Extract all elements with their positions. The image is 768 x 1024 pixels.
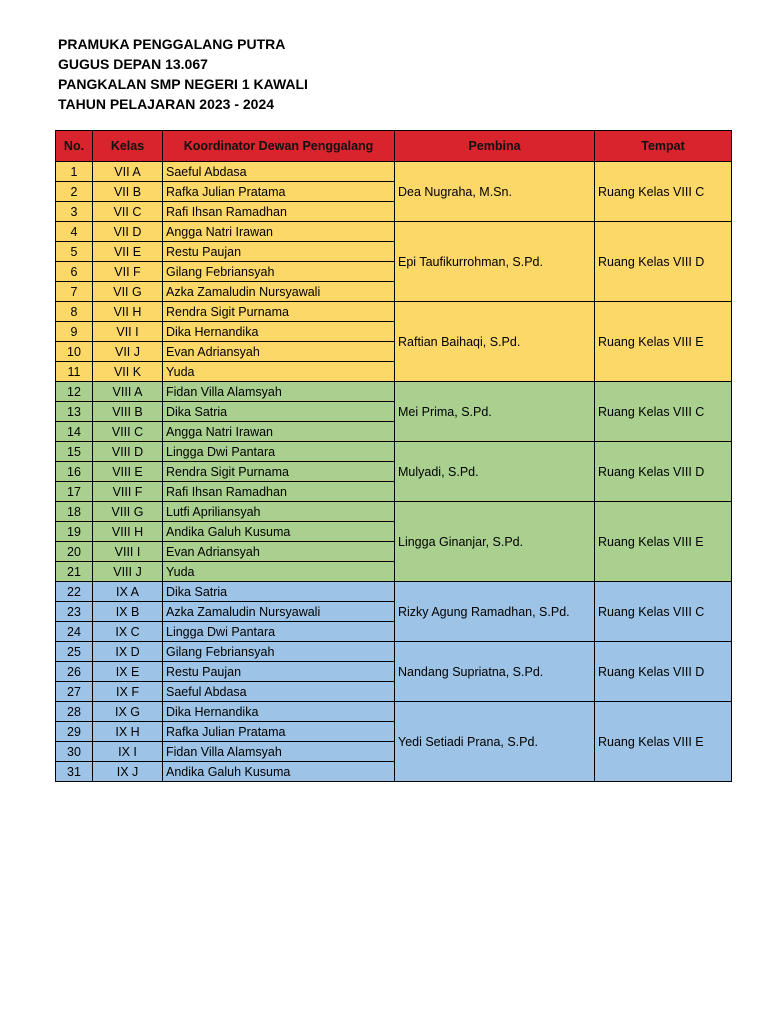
cell-kelas: VII I — [93, 322, 163, 342]
cell-koordinator: Yuda — [163, 362, 395, 382]
cell-no: 31 — [56, 762, 93, 782]
cell-no: 21 — [56, 562, 93, 582]
cell-koordinator: Lingga Dwi Pantara — [163, 442, 395, 462]
cell-kelas: VIII E — [93, 462, 163, 482]
cell-no: 28 — [56, 702, 93, 722]
cell-kelas: IX I — [93, 742, 163, 762]
cell-kelas: VIII A — [93, 382, 163, 402]
cell-koordinator: Dika Satria — [163, 402, 395, 422]
title-line-2: GUGUS DEPAN 13.067 — [58, 56, 208, 72]
document-title-block — [58, 34, 308, 114]
cell-koordinator: Rafka Julian Pratama — [163, 722, 395, 742]
cell-kelas: IX J — [93, 762, 163, 782]
cell-koordinator: Rafi Ihsan Ramadhan — [163, 482, 395, 502]
cell-tempat: Ruang Kelas VIII D — [595, 222, 732, 302]
cell-tempat: Ruang Kelas VIII C — [595, 162, 732, 222]
cell-no: 15 — [56, 442, 93, 462]
column-header-no: No. — [56, 131, 93, 162]
cell-no: 26 — [56, 662, 93, 682]
column-header-tempat: Tempat — [595, 131, 732, 162]
cell-pembina: Dea Nugraha, M.Sn. — [395, 162, 595, 222]
cell-no: 25 — [56, 642, 93, 662]
table-body — [56, 162, 732, 782]
table-row — [56, 502, 732, 522]
cell-no: 23 — [56, 602, 93, 622]
cell-kelas: VII H — [93, 302, 163, 322]
table-row — [56, 702, 732, 722]
cell-koordinator: Rendra Sigit Purnama — [163, 462, 395, 482]
cell-koordinator: Fidan Villa Alamsyah — [163, 382, 395, 402]
table-row — [56, 302, 732, 322]
cell-tempat: Ruang Kelas VIII D — [595, 442, 732, 502]
cell-koordinator: Dika Hernandika — [163, 702, 395, 722]
cell-kelas: VII F — [93, 262, 163, 282]
cell-kelas: VIII F — [93, 482, 163, 502]
cell-pembina: Mulyadi, S.Pd. — [395, 442, 595, 502]
cell-no: 2 — [56, 182, 93, 202]
column-header-kelas: Kelas — [93, 131, 163, 162]
cell-koordinator: Evan Adriansyah — [163, 342, 395, 362]
table-row — [56, 642, 732, 662]
cell-kelas: VII E — [93, 242, 163, 262]
table-row — [56, 442, 732, 462]
cell-no: 12 — [56, 382, 93, 402]
cell-no: 11 — [56, 362, 93, 382]
cell-no: 24 — [56, 622, 93, 642]
cell-no: 19 — [56, 522, 93, 542]
cell-koordinator: Restu Paujan — [163, 242, 395, 262]
cell-pembina: Rizky Agung Ramadhan, S.Pd. — [395, 582, 595, 642]
cell-no: 22 — [56, 582, 93, 602]
cell-no: 27 — [56, 682, 93, 702]
cell-koordinator: Rendra Sigit Purnama — [163, 302, 395, 322]
cell-tempat: Ruang Kelas VIII E — [595, 702, 732, 782]
roster-table — [55, 130, 732, 782]
cell-no: 13 — [56, 402, 93, 422]
cell-koordinator: Lutfi Apriliansyah — [163, 502, 395, 522]
column-header-koordinator: Koordinator Dewan Penggalang — [163, 131, 395, 162]
cell-koordinator: Azka Zamaludin Nursyawali — [163, 602, 395, 622]
cell-kelas: VIII C — [93, 422, 163, 442]
cell-koordinator: Dika Satria — [163, 582, 395, 602]
cell-tempat: Ruang Kelas VIII C — [595, 582, 732, 642]
cell-koordinator: Yuda — [163, 562, 395, 582]
cell-kelas: IX A — [93, 582, 163, 602]
cell-koordinator: Gilang Febriansyah — [163, 642, 395, 662]
cell-tempat: Ruang Kelas VIII D — [595, 642, 732, 702]
cell-koordinator: Fidan Villa Alamsyah — [163, 742, 395, 762]
cell-pembina: Epi Taufikurrohman, S.Pd. — [395, 222, 595, 302]
cell-no: 4 — [56, 222, 93, 242]
cell-no: 30 — [56, 742, 93, 762]
cell-kelas: IX D — [93, 642, 163, 662]
cell-kelas: IX H — [93, 722, 163, 742]
table-row — [56, 222, 732, 242]
cell-kelas: VIII B — [93, 402, 163, 422]
cell-no: 6 — [56, 262, 93, 282]
cell-no: 9 — [56, 322, 93, 342]
cell-kelas: IX B — [93, 602, 163, 622]
cell-koordinator: Dika Hernandika — [163, 322, 395, 342]
cell-tempat: Ruang Kelas VIII C — [595, 382, 732, 442]
table-header-row — [56, 131, 732, 162]
cell-kelas: IX F — [93, 682, 163, 702]
cell-pembina: Lingga Ginanjar, S.Pd. — [395, 502, 595, 582]
column-header-pembina: Pembina — [395, 131, 595, 162]
cell-no: 5 — [56, 242, 93, 262]
cell-no: 10 — [56, 342, 93, 362]
cell-koordinator: Angga Natri Irawan — [163, 222, 395, 242]
cell-pembina: Nandang Supriatna, S.Pd. — [395, 642, 595, 702]
cell-koordinator: Lingga Dwi Pantara — [163, 622, 395, 642]
table-row — [56, 382, 732, 402]
cell-no: 7 — [56, 282, 93, 302]
cell-kelas: IX E — [93, 662, 163, 682]
cell-no: 8 — [56, 302, 93, 322]
cell-koordinator: Restu Paujan — [163, 662, 395, 682]
cell-koordinator: Rafi Ihsan Ramadhan — [163, 202, 395, 222]
cell-kelas: VIII D — [93, 442, 163, 462]
cell-koordinator: Rafka Julian Pratama — [163, 182, 395, 202]
title-line-4: TAHUN PELAJARAN 2023 - 2024 — [58, 96, 275, 112]
cell-koordinator: Azka Zamaludin Nursyawali — [163, 282, 395, 302]
cell-kelas: VII D — [93, 222, 163, 242]
cell-kelas: IX G — [93, 702, 163, 722]
cell-kelas: VII K — [93, 362, 163, 382]
cell-no: 14 — [56, 422, 93, 442]
cell-kelas: VII B — [93, 182, 163, 202]
cell-kelas: VII J — [93, 342, 163, 362]
table-row — [56, 162, 732, 182]
cell-koordinator: Saeful Abdasa — [163, 682, 395, 702]
cell-no: 1 — [56, 162, 93, 182]
cell-no: 20 — [56, 542, 93, 562]
cell-no: 17 — [56, 482, 93, 502]
cell-tempat: Ruang Kelas VIII E — [595, 302, 732, 382]
cell-kelas: VIII I — [93, 542, 163, 562]
cell-kelas: VIII H — [93, 522, 163, 542]
cell-no: 16 — [56, 462, 93, 482]
table-row — [56, 582, 732, 602]
cell-koordinator: Gilang Febriansyah — [163, 262, 395, 282]
title-line-1: PRAMUKA PENGGALANG PUTRA — [58, 36, 286, 52]
cell-kelas: VII C — [93, 202, 163, 222]
cell-no: 18 — [56, 502, 93, 522]
cell-koordinator: Saeful Abdasa — [163, 162, 395, 182]
cell-koordinator: Evan Adriansyah — [163, 542, 395, 562]
cell-pembina: Mei Prima, S.Pd. — [395, 382, 595, 442]
cell-kelas: IX C — [93, 622, 163, 642]
cell-kelas: VII G — [93, 282, 163, 302]
cell-pembina: Yedi Setiadi Prana, S.Pd. — [395, 702, 595, 782]
cell-no: 3 — [56, 202, 93, 222]
cell-tempat: Ruang Kelas VIII E — [595, 502, 732, 582]
cell-kelas: VII A — [93, 162, 163, 182]
cell-koordinator: Andika Galuh Kusuma — [163, 522, 395, 542]
cell-kelas: VIII G — [93, 502, 163, 522]
cell-koordinator: Angga Natri Irawan — [163, 422, 395, 442]
cell-kelas: VIII J — [93, 562, 163, 582]
cell-pembina: Raftian Baihaqi, S.Pd. — [395, 302, 595, 382]
cell-no: 29 — [56, 722, 93, 742]
cell-koordinator: Andika Galuh Kusuma — [163, 762, 395, 782]
title-line-3: PANGKALAN SMP NEGERI 1 KAWALI — [58, 76, 308, 92]
